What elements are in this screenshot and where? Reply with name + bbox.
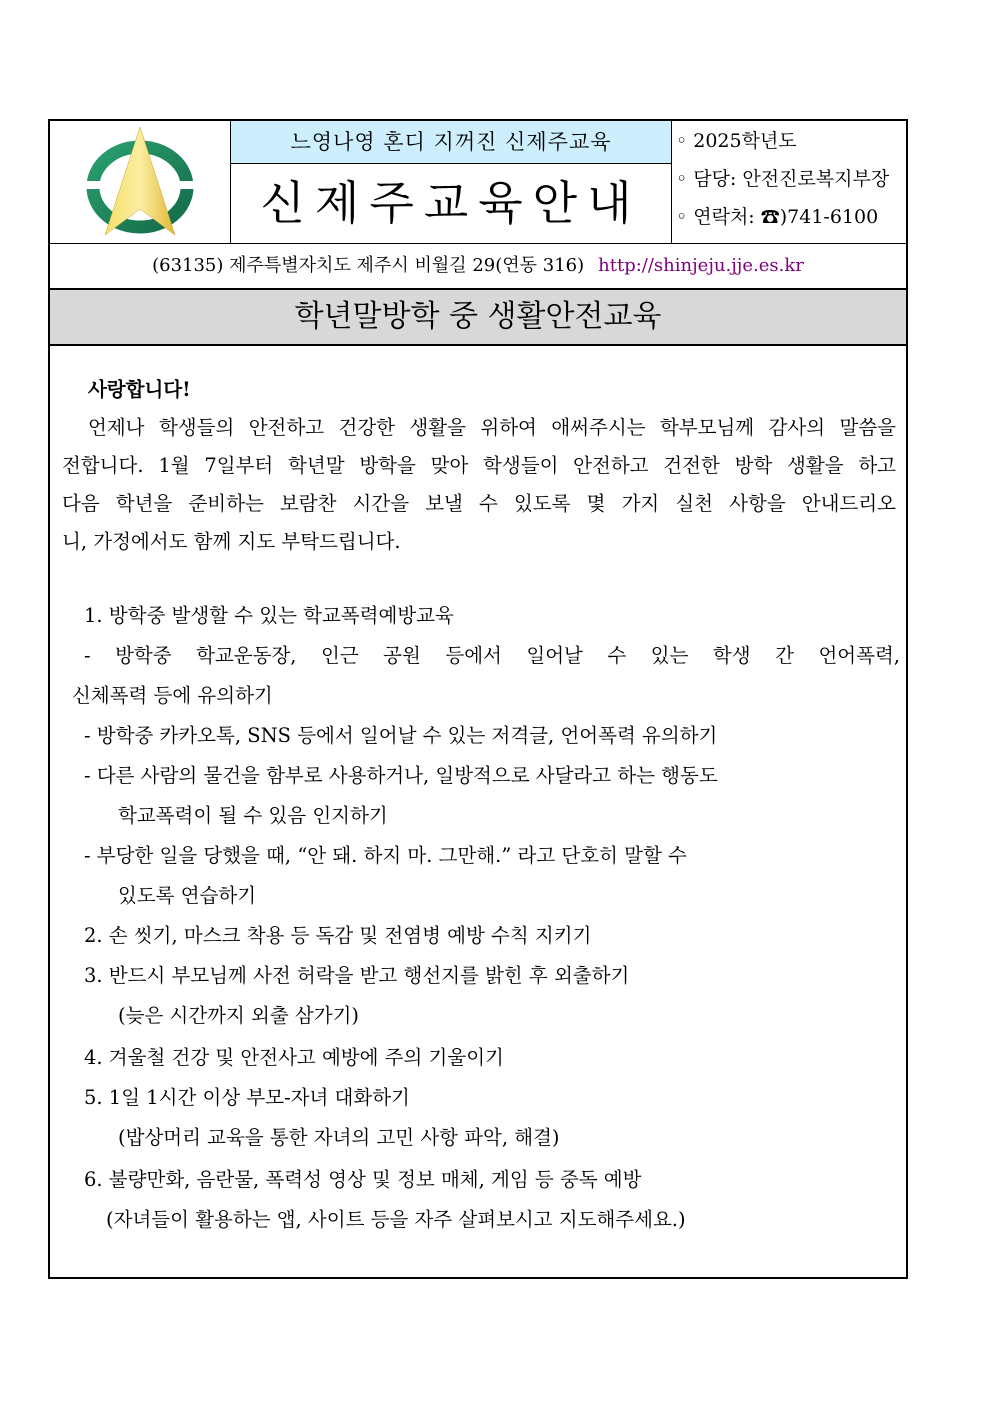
list-item: 5. 1일 1시간 이상 부모-자녀 대화하기 xyxy=(84,1086,410,1109)
list-item: - 방학중 학교운동장, 인근 공원 등에서 일어날 수 있는 학생 간 언어폭력, xyxy=(84,644,900,667)
info-contact-person: ◦ 담당: 안전진로복지부장 xyxy=(676,168,890,190)
list-item: 2. 손 씻기, 마스크 착용 등 독감 및 전염병 예방 수칙 지키기 xyxy=(84,924,592,947)
slogan: 느영나영 혼디 지꺼진 신제주교육 xyxy=(231,121,672,164)
info-phone: ◦ 연락처: ☎)741-6100 xyxy=(676,206,879,228)
list-item: - 다른 사람의 물건을 함부로 사용하거나, 일방적으로 사달라고 하는 행동도 xyxy=(84,764,718,787)
list-item: 4. 겨울철 건강 및 안전사고 예방에 주의 기울이기 xyxy=(84,1046,504,1069)
list-item: (밥상머리 교육을 통한 자녀의 고민 사항 파악, 해결) xyxy=(118,1126,560,1149)
newsletter-title: 신제주교육안내 xyxy=(231,164,672,243)
list-item: 6. 불량만화, 음란물, 폭력성 영상 및 정보 매체, 게임 등 중독 예방 xyxy=(84,1168,642,1191)
header xyxy=(50,121,906,244)
page-title: 학년말방학 중 생활안전교육 xyxy=(50,290,906,346)
list-item: (자녀들이 활용하는 앱, 사이트 등을 자주 살펴보시고 지도해주세요.) xyxy=(106,1208,686,1231)
list-item: (늦은 시간까지 외출 삼가기) xyxy=(118,1004,360,1027)
intro-line: 니, 가정에서도 함께 지도 부탁드립니다. xyxy=(62,530,401,553)
website-link[interactable]: http://shinjeju.jje.es.kr xyxy=(598,255,804,276)
list-item: 신체폭력 등에 유의하기 xyxy=(72,684,273,707)
intro-line: 다음 학년을 준비하는 보람찬 시간을 보낼 수 있도록 몇 가지 실천 사항을 안내드리오 xyxy=(62,492,896,515)
intro-line: 언제나 학생들의 안전하고 건강한 생활을 위하여 애써주시는 학부모님께 감사의 말씀을 xyxy=(88,416,896,439)
address-bar xyxy=(50,244,906,290)
address-text: (63135) 제주특별자치도 제주시 비월길 29(연동 316) xyxy=(152,255,585,276)
list-item: 1. 방학중 발생할 수 있는 학교폭력예방교육 xyxy=(84,604,454,627)
info-school-year: ◦ 2025학년도 xyxy=(676,130,797,152)
list-item: - 방학중 카카오톡, SNS 등에서 일어날 수 있는 저격글, 언어폭력 유의하기 xyxy=(84,724,718,747)
list-item: - 부당한 일을 당했을 때, “안 돼. 하지 마. 그만해.” 라고 단호히 말할 수 xyxy=(84,844,687,867)
intro-line: 전합니다. 1월 7일부터 학년말 방학을 맞아 학생들이 안전하고 건전한 방학 생활을 하고 xyxy=(62,454,896,477)
school-logo-icon xyxy=(70,123,210,239)
greeting: 사랑합니다! xyxy=(88,378,191,401)
info-panel xyxy=(672,121,906,243)
logo-cell xyxy=(50,121,231,243)
list-item: 학교폭력이 될 수 있음 인지하기 xyxy=(118,804,388,827)
list-item: 있도록 연습하기 xyxy=(118,884,257,907)
list-item: 3. 반드시 부모님께 사전 허락을 받고 행선지를 밝힌 후 외출하기 xyxy=(84,964,630,987)
newsletter-document xyxy=(48,119,908,1279)
